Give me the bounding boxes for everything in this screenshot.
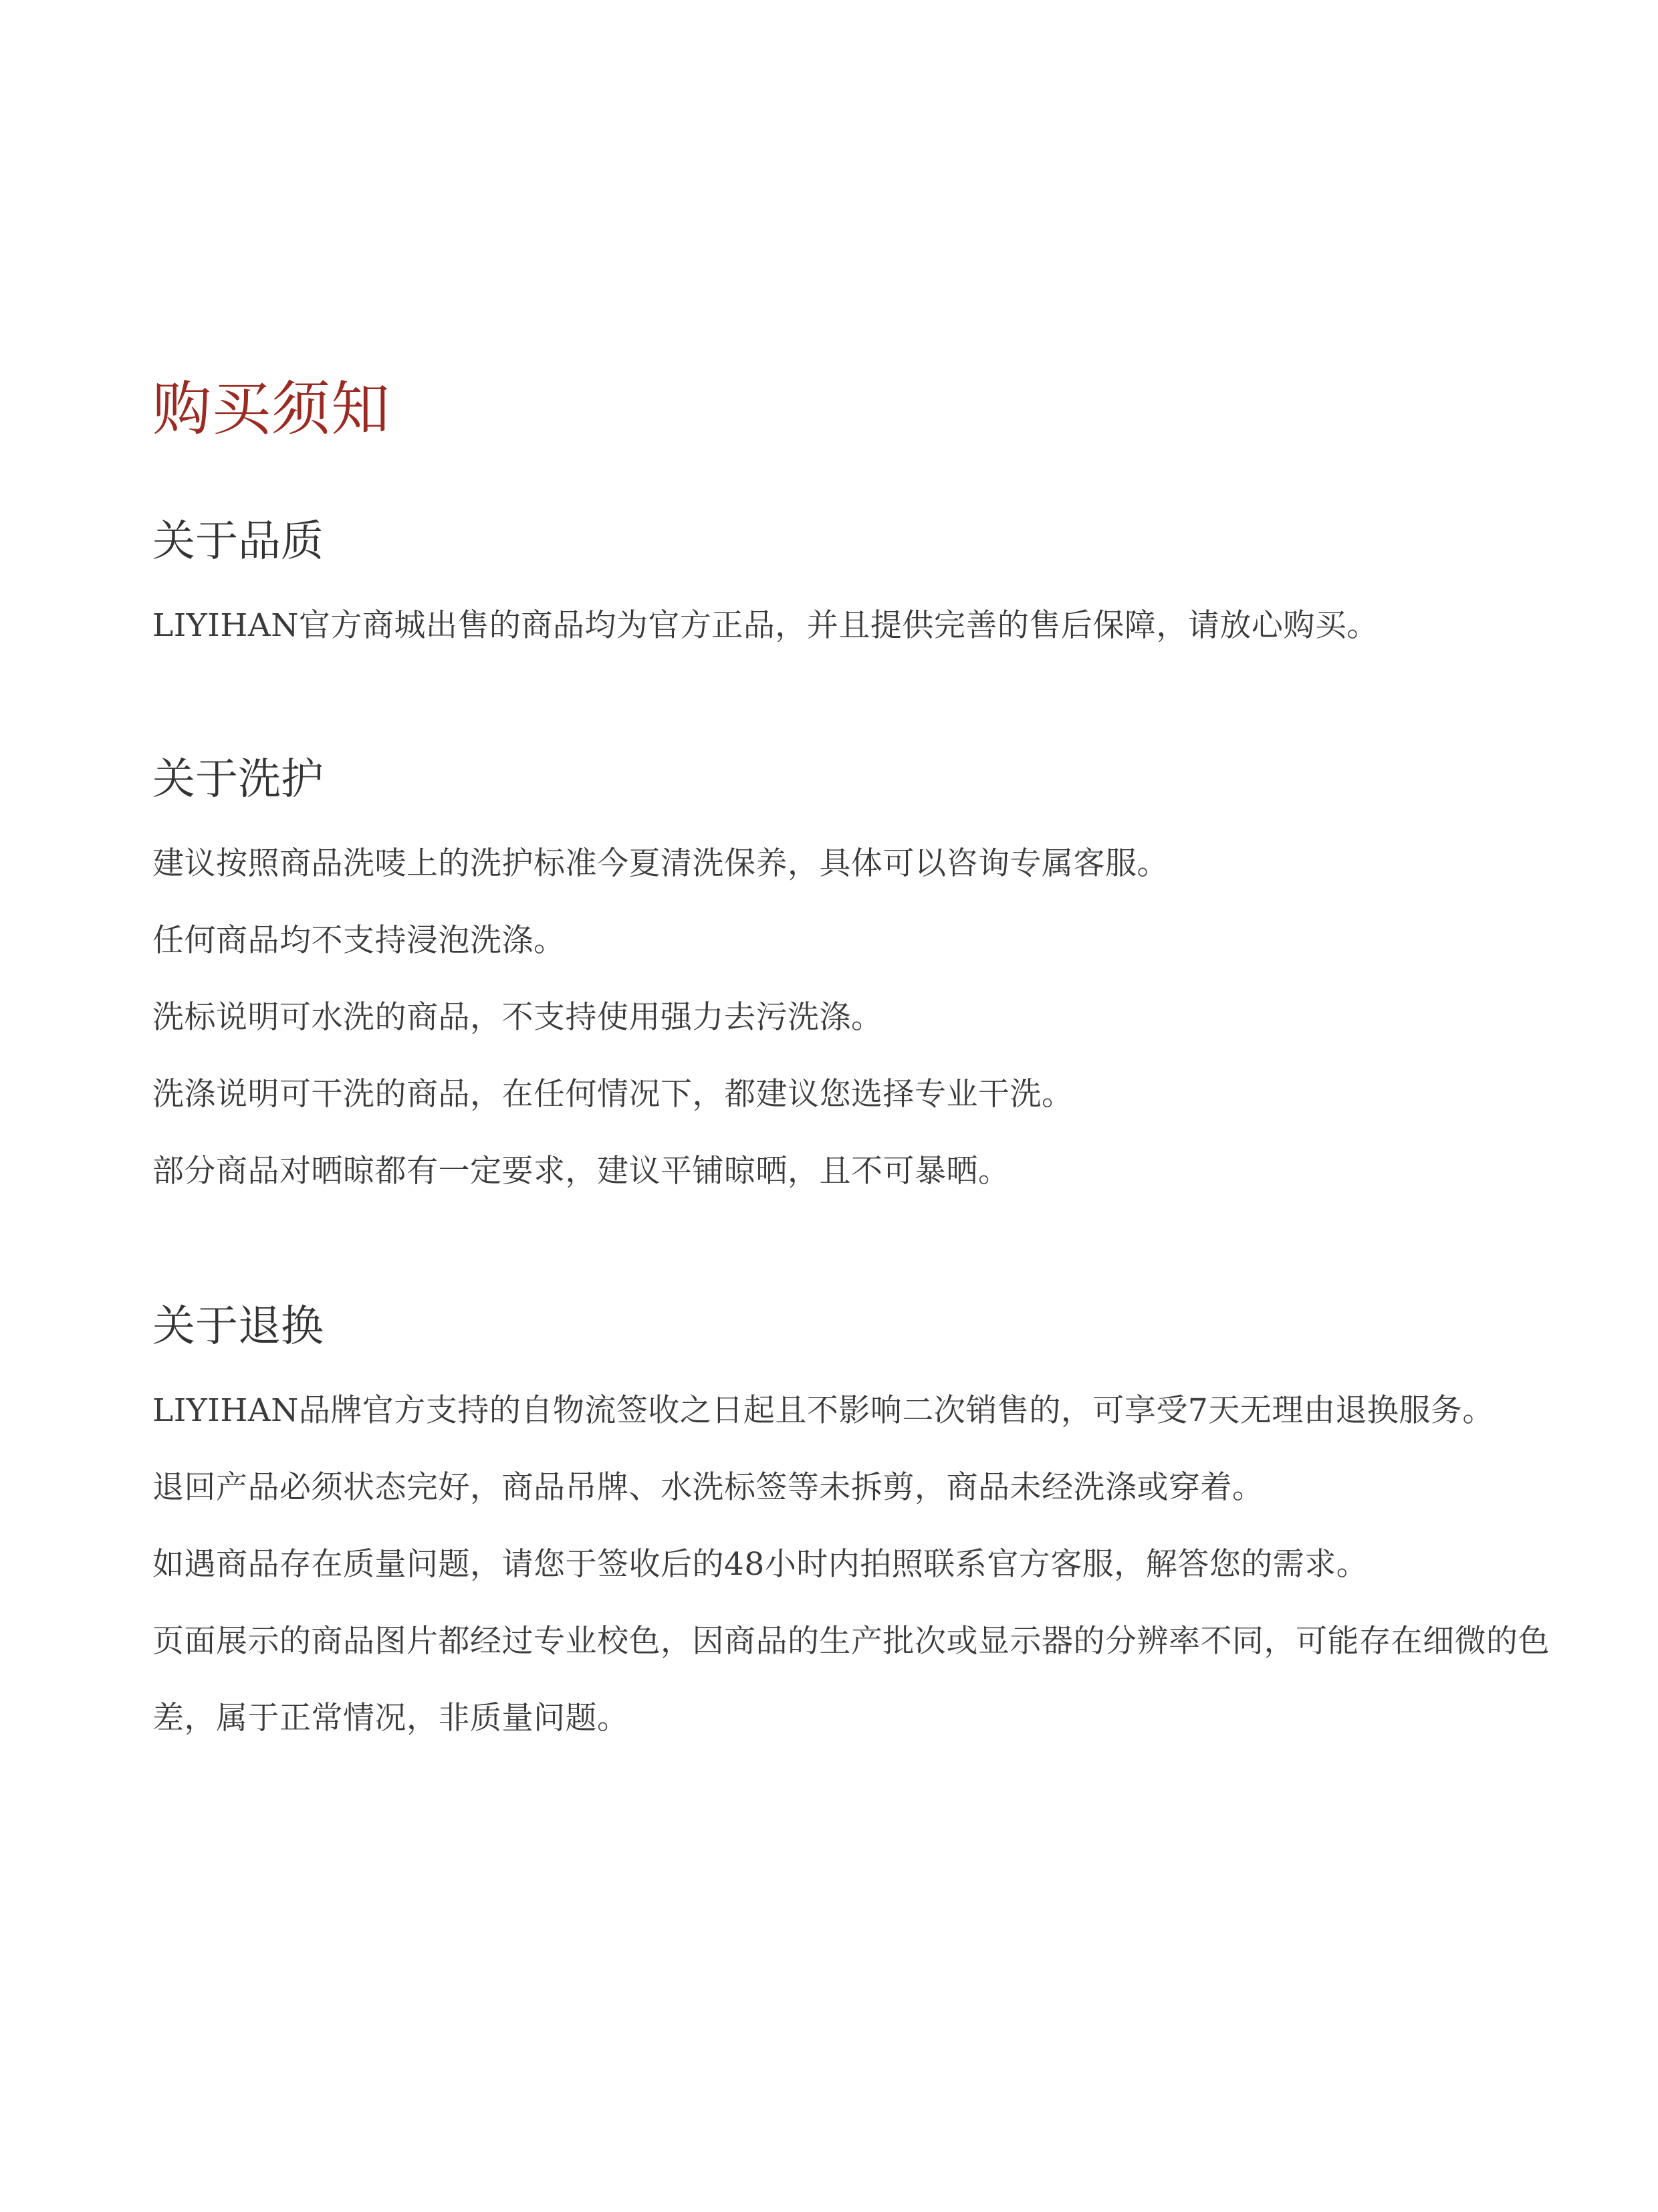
- section-heading: 关于品质: [152, 517, 324, 566]
- section-heading: 关于退换: [152, 1302, 324, 1351]
- section-quality: [152, 517, 1556, 664]
- section-body: [152, 1372, 1556, 1757]
- paragraph: LIYIHAN品牌官方支持的自物流签收之日起且不影响二次销售的，可享受7天无理由退换服务。: [152, 1392, 1494, 1429]
- section-body: [152, 587, 1556, 664]
- section-care: [152, 755, 1556, 1210]
- section-heading: 关于洗护: [152, 755, 324, 804]
- paragraph: 建议按照商品洗唛上的洗护标准今夏清洗保养，具体可以咨询专属客服。: [152, 845, 1169, 882]
- paragraph: LIYIHAN官方商城出售的商品均为官方正品，并且提供完善的售后保障，请放心购买。: [152, 607, 1379, 644]
- section-body: [152, 825, 1556, 1210]
- paragraph: 页面展示的商品图片都经过专业校色，因商品的生产批次或显示器的分辨率不同，可能存在细微的色差，属于正常情况，非质量问题。: [152, 1623, 1550, 1737]
- paragraph: 任何商品均不支持浸泡洗涤。: [152, 922, 566, 959]
- paragraph: 如遇商品存在质量问题，请您于签收后的48小时内拍照联系官方客服，解答您的需求。: [152, 1546, 1369, 1583]
- paragraph: 部分商品对晒晾都有一定要求，建议平铺晾晒，且不可暴晒。: [152, 1153, 1010, 1190]
- paragraph: 洗涤说明可干洗的商品，在任何情况下，都建议您选择专业干洗。: [152, 1076, 1074, 1113]
- paragraph: 洗标说明可水洗的商品，不支持使用强力去污洗涤。: [152, 999, 883, 1036]
- page-title: 购买须知: [152, 374, 391, 443]
- paragraph: 退回产品必须状态完好，商品吊牌、水洗标签等未拆剪，商品未经洗涤或穿着。: [152, 1469, 1264, 1506]
- section-returns: [152, 1302, 1556, 1757]
